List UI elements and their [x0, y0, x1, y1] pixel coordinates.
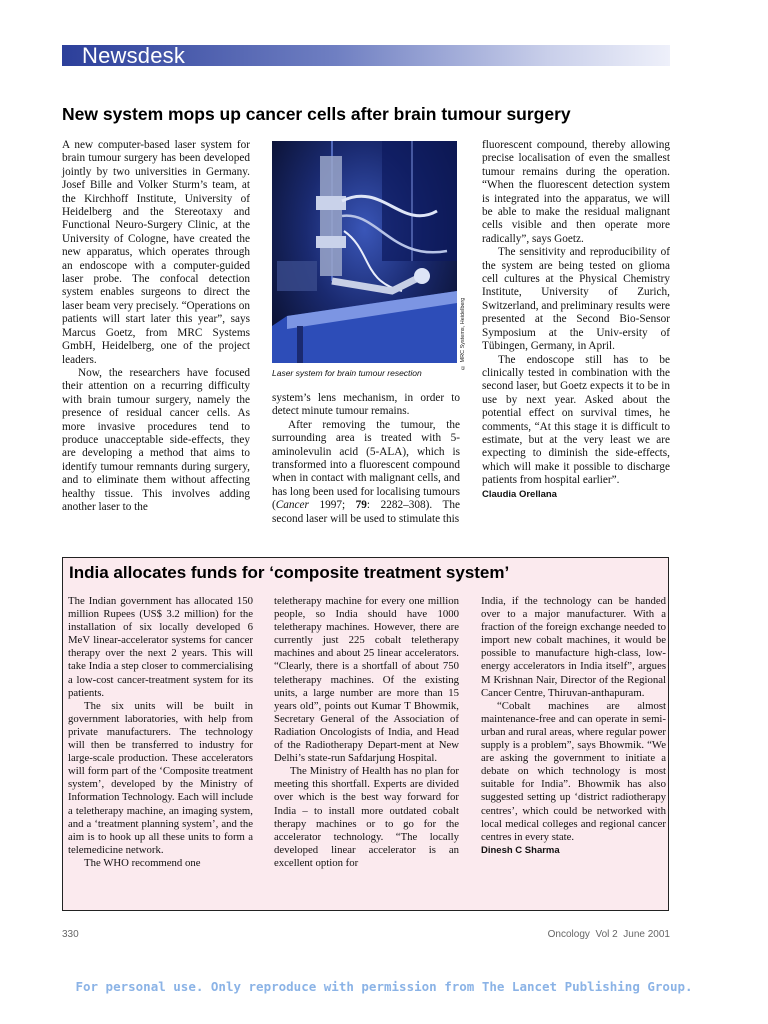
laser-system-photo: [272, 141, 457, 363]
journal-date: June 2001: [623, 929, 670, 940]
paragraph: The endoscope still has to be clinically tested in combination with the second laser, but Goetz expects it to be in use by next year. Asked about the potential effect on survival times, he comments, “At this stage it is difficult to estimate, but at the very least we are expecting to diminish the side-effects, which will make it possible to discharge patients from hospital earlier”.: [482, 353, 670, 487]
journal-title: Oncology: [547, 929, 590, 940]
paragraph: A new computer-based laser system for brain tumour surgery has been developed jointly by two universities in Germany. Josef Bille and Volker Sturm’s team, at the Kirchhoff Institute, University of Heidelberg and the Stereotaxy and Functional Neuro-Surgery Clinic, at the University of Cologne, have created the new apparatus, which operates through an endoscope with a computer-guided laser probe. The confocal detection system enables surgeons to direct the laser beam very precisely. “Operations on patients will start later this year”, says Marcus Goetz, from MRC Systems GmbH, Heidelberg, one of the project leaders.: [62, 139, 250, 366]
article1-column-1: [62, 139, 250, 514]
paragraph: teletherapy machine for every one million people, so India should have 1000 teletherapy machines. However, there are currently just 225 cobalt teletherapy machines and about 25 linear accelerators. “Clearly, there is a shortfall of about 750 teletherapy machines. Of the existing units, a large number are more than 15 years old”, points out Kumar T Bhowmik, Secretary General of the Association of Radiation Oncologists of India, and Head of the Radiotherapy Depart-ment at New Delhi’s state-run Safdarjung Hospital.: [274, 595, 459, 765]
article1-column-3: [482, 139, 670, 501]
photo-caption: Laser system for brain tumour resection: [272, 368, 422, 378]
paragraph: “Cobalt machines are almost maintenance-free and can operate in semi-urban and rural areas, where regular power supply is a problem”, says Bhowmik. “We are asking the government to initiate a debate on which technology is most suitable for India”. Bhowmik has also suggested setting up ‘district radiotherapy centres’, which could be networked with local medical colleges and regional cancer centres in every state.: [481, 699, 666, 843]
journal-info: [548, 929, 670, 940]
journal-name: Cancer: [275, 499, 309, 512]
permission-notice: For personal use. Only reproduce with permission from The Lancet Publishing Group.: [75, 979, 693, 994]
article2-column-2: [274, 595, 459, 870]
paragraph: India, if the technology can be handed over to a major manufacturer. With a fraction of the foreign exchange needed to import new cobalt machines, it would be possible to manufacture high-class, low-energy accelerators in India itself”, argues M Krishnan Nair, Director of the Regional Cancer Centre, Thiruvan-anthapuram.: [481, 595, 666, 699]
article2-column-3: [481, 595, 666, 857]
paragraph: The Indian government has allocated 150 million Rupees (US$ 3.2 million) for the installation of six locally developed 6 MeV linear-accelerator systems for cancer therapy over the next 2 years. This will take India a step closer to commercialising a low-cost cancer-treatment system for its patients.: [68, 595, 253, 699]
author-byline: Claudia Orellana: [482, 488, 557, 500]
india-article-box: [62, 557, 669, 911]
section-banner: [62, 45, 670, 66]
paragraph: The WHO recommend one: [84, 856, 201, 869]
author-byline: Dinesh C Sharma: [481, 844, 560, 856]
paragraph: Now, the researchers have focused their attention on a recurring difficulty with brain tumour surgery, namely the presence of residual cancer cells. As more invasive procedures tend to produce unacceptable side-effects, they are developing a method that aims to identify tumour remnants during surgery, and to eliminate them without affecting healthy tissue. This involves adding another laser to the: [62, 366, 250, 513]
page-number: 330: [62, 929, 79, 940]
paragraph: The Ministry of Health has no plan for meeting this shortfall. Experts are divided over which is the best way forward for India – to install more outdated cobalt therapy machines or to go for the accelerator technology. “The locally developed linear accelerator is an excellent option for: [274, 765, 459, 869]
photo-credit: © MRC Systems, Heidelberg: [460, 297, 466, 370]
journal-volume: Vol 2: [595, 929, 618, 940]
laser-apparatus-image: [272, 141, 457, 363]
article2-column-1: [68, 595, 253, 870]
paragraph: fluorescent compound, thereby allowing precise localisation of even the smallest tumour remains during the operation. “When the fluorescent detection system is integrated into the apparatus, we will be able to make the residual malignant cells visible and then operate more radically”, says Goetz.: [482, 139, 670, 245]
article-headline: India allocates funds for ‘composite treatment system’: [69, 563, 510, 582]
paragraph: The six units will be built in government laboratories, with help from private manufacturers. The technology will then be transferred to industry for large-scale production. These accelerators will form part of the ‘Composite treatment system’, developed by the Ministry of Information Technology. Each will include a teletherapy machine, an imaging system, and a ‘treatment planning system’, and the aim is to hook up all these units to form a telemedicine network.: [68, 699, 253, 856]
article-headline: New system mops up cancer cells after brain tumour surgery: [62, 104, 571, 124]
paragraph: system’s lens mechanism, in order to detect minute tumour remains.: [272, 392, 460, 418]
paragraph: The sensitivity and reproducibility of the system are being tested on glioma cell cultures at the Physical Chemistry Institute, University of Zurich, Switzerland, and preliminary results were presented at the Second Bio-Sensor Symposium at the Univ-ersity of Tübingen, Germany, in April.: [482, 246, 670, 353]
section-title: Newsdesk: [82, 43, 186, 68]
journal-volume: 79: [355, 499, 367, 512]
article1-column-2: [272, 392, 460, 526]
paragraph: After removing the tumour, the surrounding area is treated with 5-aminolevulin acid (5-ALA), which is transformed into a fluorescent compound when in contact with malignant cells, and has long been used for localising tumours (Cancer 1997; 79: 2282–308). The second laser will be used to stimulate this: [272, 418, 460, 525]
